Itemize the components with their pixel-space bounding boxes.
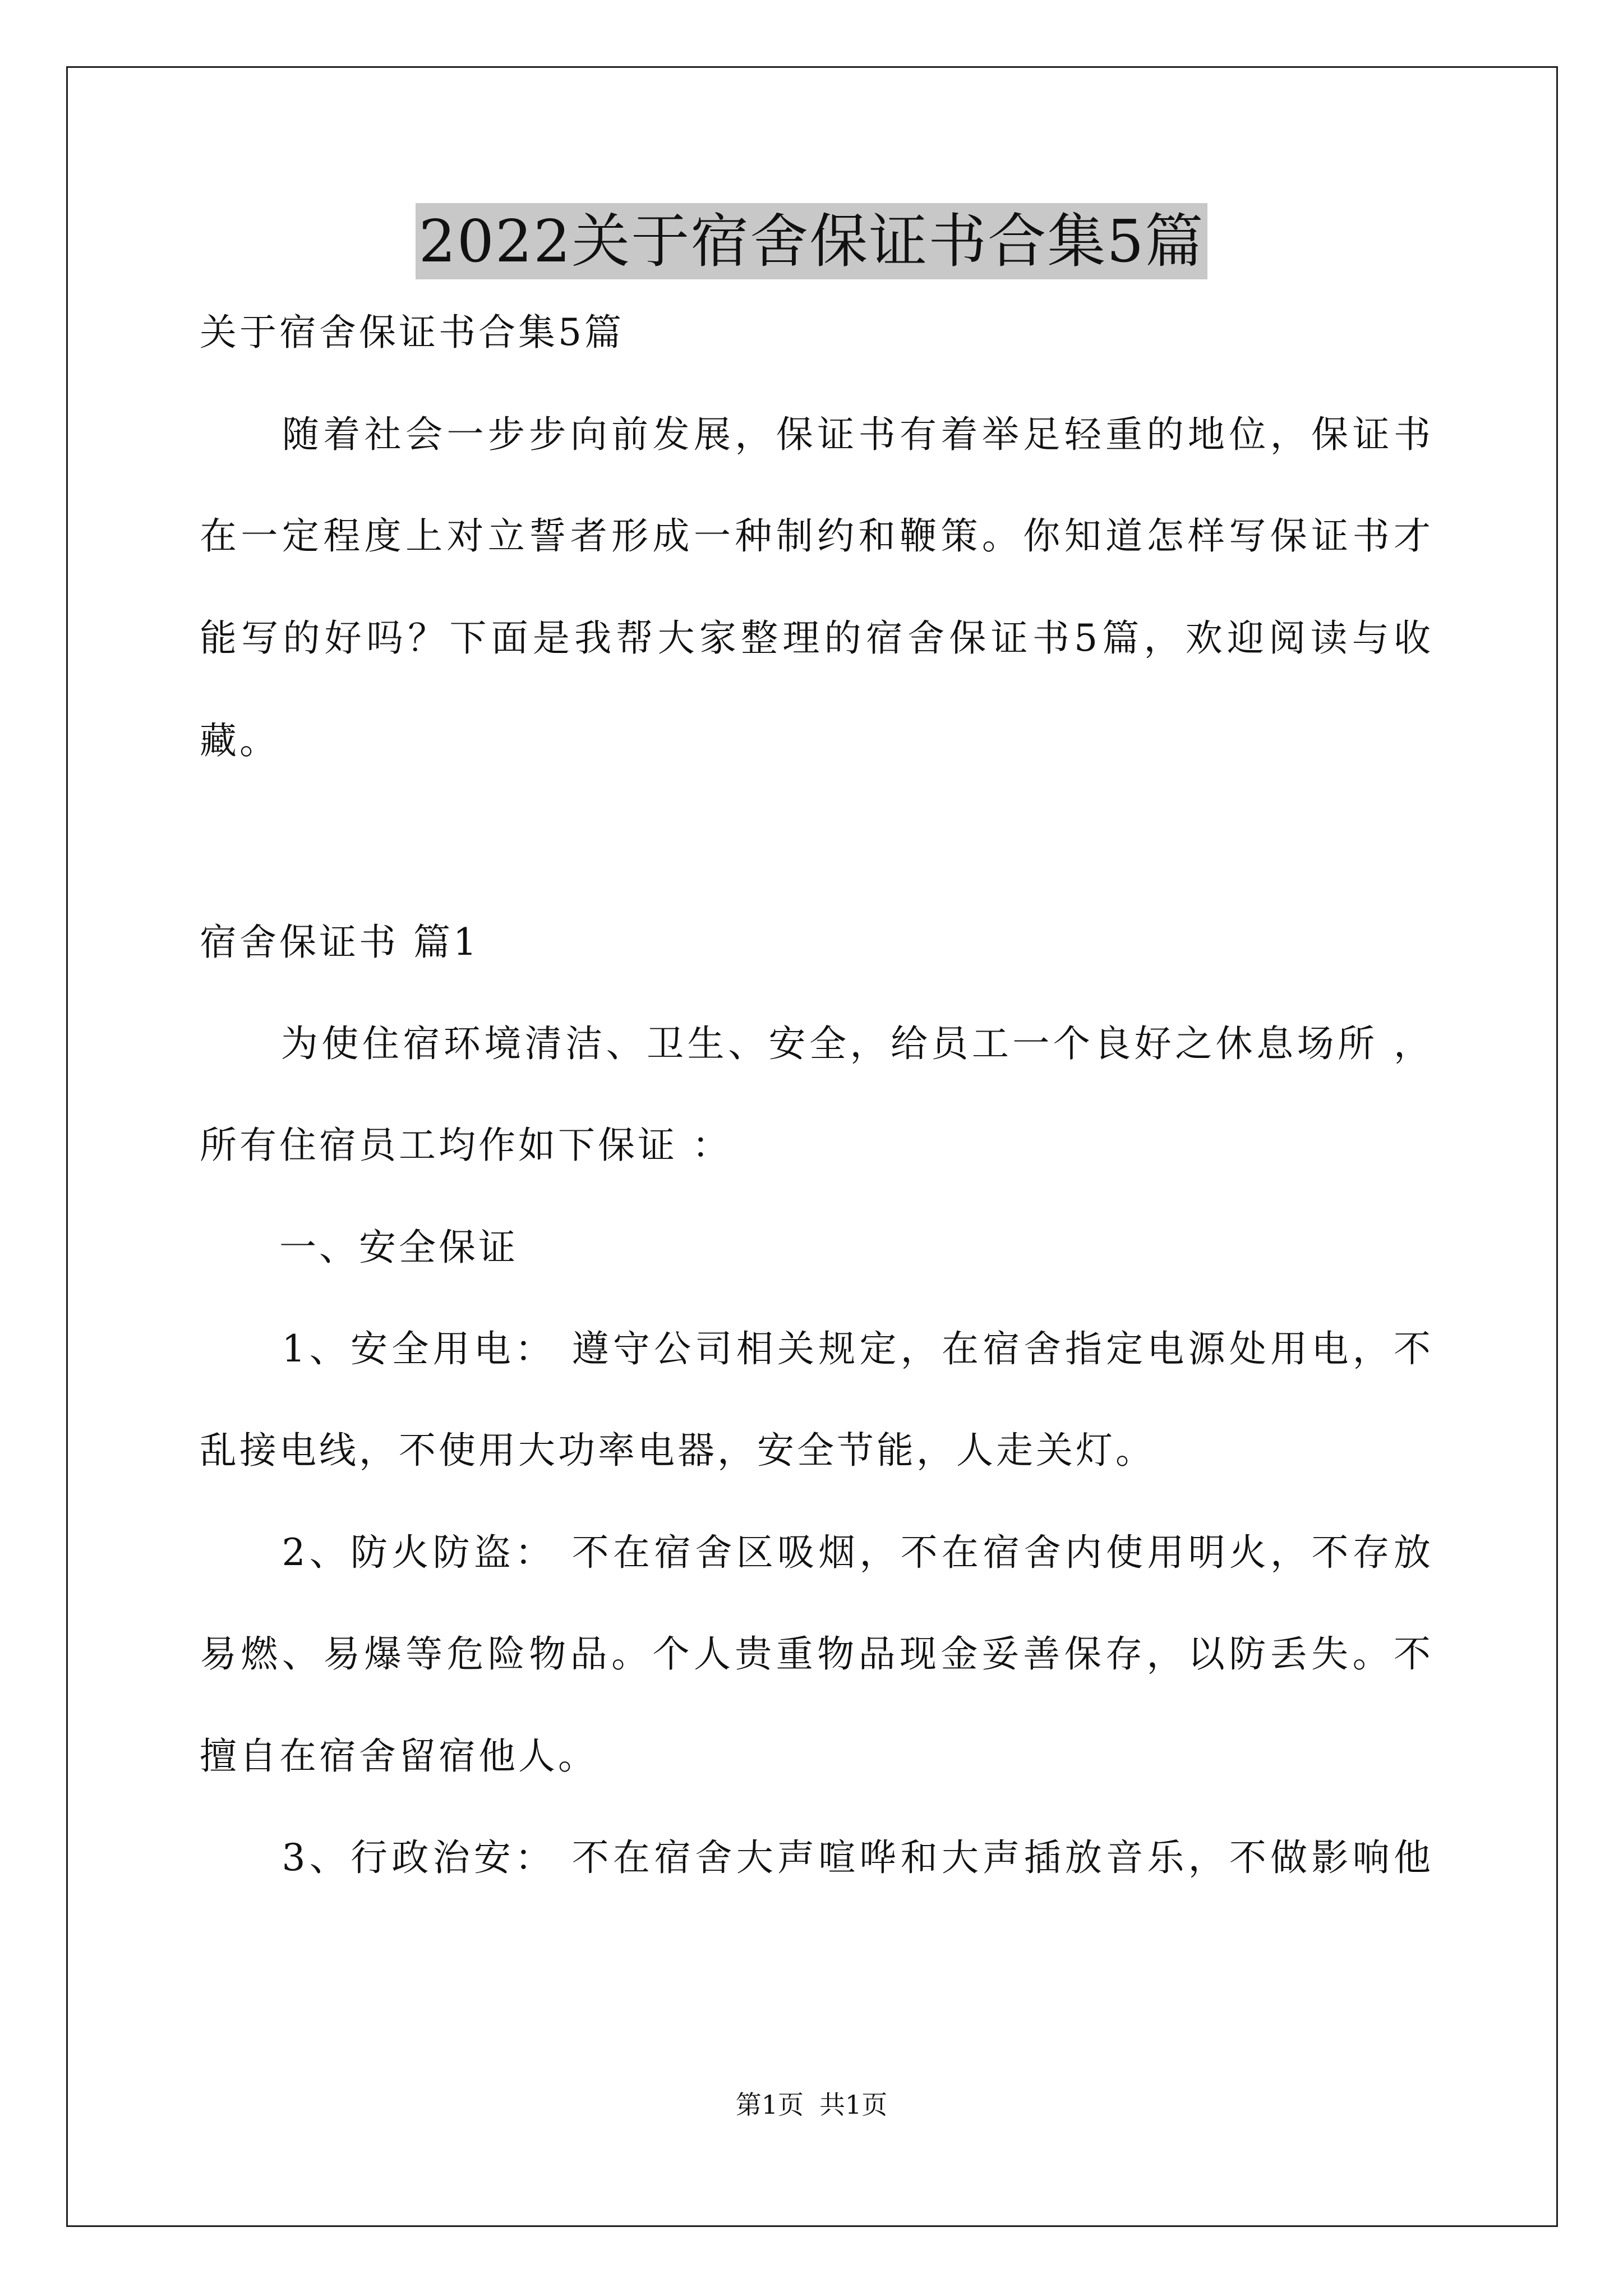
body-line: 一、安全保证: [200, 1226, 518, 1269]
body-line: 为使住宿环境清洁、卫生、安全，给员工一个良好之休息场所 ，: [200, 1022, 1431, 1065]
intro-line: 能写的好吗？下面是我帮大家整理的宿舍保证书5篇，欢迎阅读与收: [200, 616, 1431, 660]
body-line: 所有住宿员工均作如下保证 ：: [200, 1124, 732, 1167]
page-total: 共1页: [819, 2090, 888, 2120]
intro-line: 随着社会一步步向前发展，保证书有着举足轻重的地位，保证书: [200, 413, 1431, 456]
body-line: 乱接电线，不使用大功率电器，安全节能，人走关灯。: [200, 1429, 1155, 1472]
page-number: 第1页: [735, 2090, 804, 2120]
title-container: [0, 203, 1623, 279]
section-heading: 宿舍保证书 篇1: [200, 921, 479, 964]
body-line: 1、安全用电： 遵守公司相关规定，在宿舍指定电源处用电，不: [200, 1327, 1431, 1370]
body-line: 3、行政治安： 不在宿舍大声喧哗和大声插放音乐，不做影响他: [200, 1836, 1431, 1879]
body-line: 擅自在宿舍留宿他人。: [200, 1734, 598, 1778]
intro-line: 在一定程度上对立誓者形成一种制约和鞭策。你知道怎样写保证书才: [200, 514, 1431, 558]
body-line: 2、防火防盗： 不在宿舍区吸烟，不在宿舍内使用明火，不存放: [200, 1531, 1431, 1574]
intro-line: 藏。: [200, 719, 279, 762]
document-title: 2022关于宿舍保证书合集5篇: [416, 203, 1208, 279]
body-line: 易燃、易爆等危险物品。个人贵重物品现金妥善保存，以防丢失。不: [200, 1632, 1431, 1676]
page-footer: [0, 2088, 1623, 2122]
document-subtitle: 关于宿舍保证书合集5篇: [200, 311, 624, 354]
